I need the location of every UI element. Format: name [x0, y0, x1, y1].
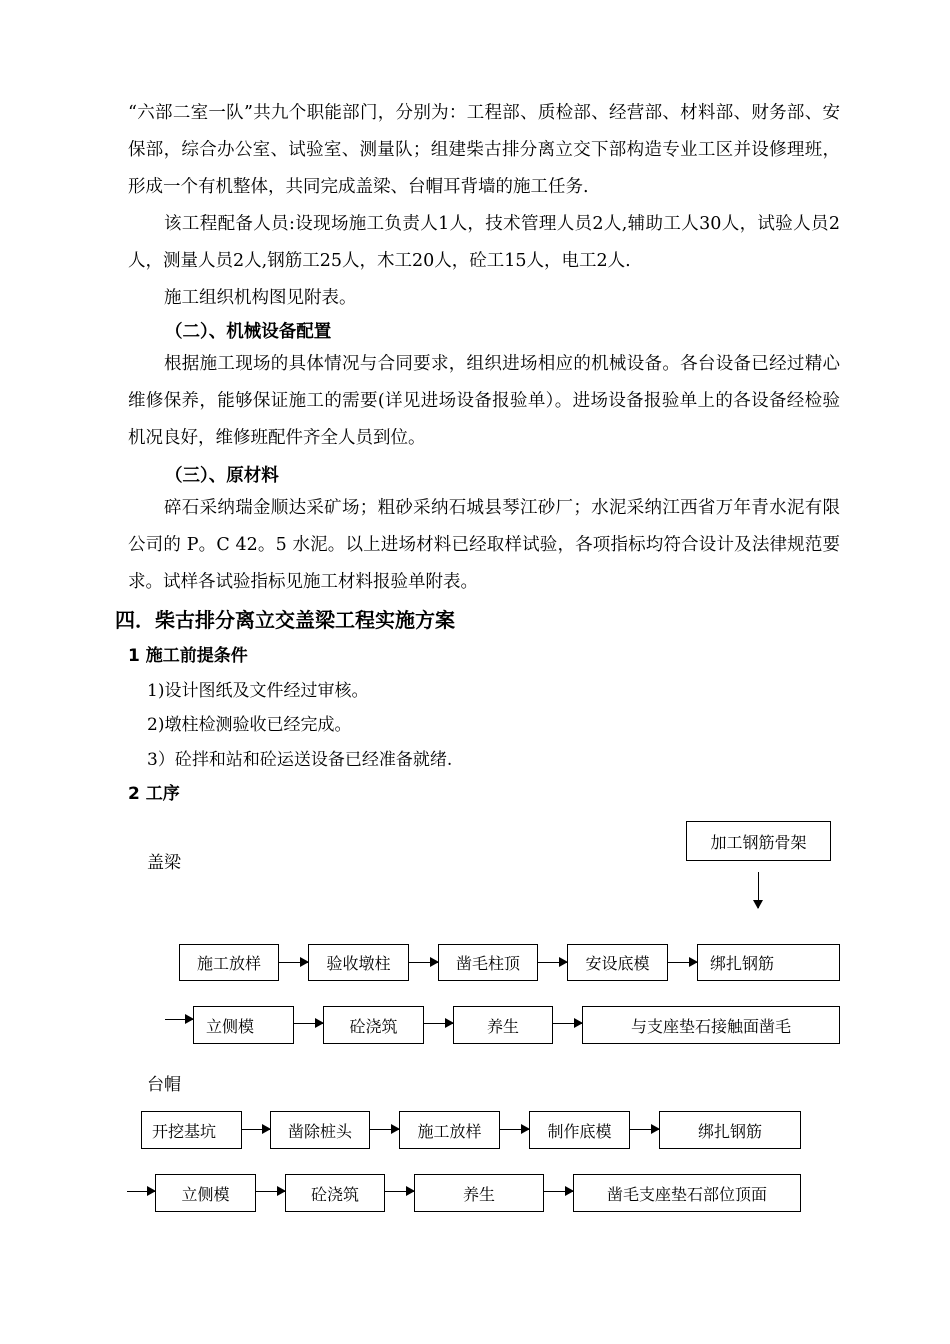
arrow-right-icon: [385, 1191, 414, 1192]
flow-box-g7: 砼浇筑: [323, 1006, 424, 1044]
arrow-right-icon: [294, 1023, 323, 1024]
flow-box-t3: 施工放样: [399, 1111, 500, 1149]
org-paragraph-1: “六部二室一队”共九个职能部门，分别为：工程部、质检部、经营部、材料部、财务部、安保部，综合办公室、试验室、测量队；组建柴古排分离立交下部构造专业工区并设修理班，形成一个有机整体，共同完成盖梁、台帽耳背墙的施工任务.: [128, 103, 840, 197]
arrow-right-icon: [538, 962, 567, 963]
section4-sub1: 1 施工前提条件: [128, 646, 248, 666]
section4-sub2: 2 工序: [128, 784, 180, 804]
equipment-heading: （二）、机械设备配置: [165, 322, 332, 342]
arrow-right-icon: [127, 1191, 155, 1192]
flow-box-g6: 立侧模: [193, 1006, 294, 1044]
flow-box-g2: 验收墩柱: [308, 944, 409, 981]
arrow-right-icon: [500, 1129, 529, 1130]
arrow-right-icon: [553, 1023, 582, 1024]
flow-box-g9: 与支座垫石接触面凿毛: [582, 1006, 840, 1044]
section4-title: 四．柴古排分离立交盖梁工程实施方案: [115, 608, 455, 632]
org-paragraph-3: 施工组织机构图见附表。: [164, 288, 357, 308]
flow-box-t4: 制作底模: [529, 1111, 630, 1149]
flow-box-rebar-frame: 加工钢筋骨架: [686, 821, 831, 861]
precondition-item-3: 3）砼拌和站和砼运送设备已经准备就绪.: [147, 750, 453, 770]
flow-box-g4: 安设底模: [567, 944, 668, 981]
arrow-right-icon: [544, 1191, 573, 1192]
arrow-right-icon: [256, 1191, 285, 1192]
flow-box-t5: 绑扎钢筋: [659, 1111, 801, 1149]
gailiang-label: 盖梁: [147, 853, 181, 873]
arrow-right-icon: [370, 1129, 399, 1130]
precondition-item-2: 2)墩柱检测验收已经完成。: [147, 715, 352, 735]
flow-box-g5: 绑扎钢筋: [697, 944, 840, 981]
arrow-right-icon: [630, 1129, 659, 1130]
flow-box-t1: 开挖基坑: [141, 1111, 242, 1149]
org-paragraph-2: 该工程配备人员:设现场施工负责人1人，技术管理人员2人,辅助工人30人，试验人员2人，测量人员2人,钢筋工25人，木工20人，砼工15人，电工2人.: [128, 214, 840, 271]
arrow-right-icon: [165, 1019, 193, 1020]
arrow-right-icon: [242, 1129, 270, 1130]
materials-paragraph: 碎石采纳瑞金顺达采矿场；粗砂采纳石城县琴江砂厂；水泥采纳江西省万年青水泥有限公司的 P。C 42。5 水泥。以上进场材料已经取样试验，各项指标均符合设计及法律规范要求。试样各试验指标见施工材料报验单附表。: [128, 498, 840, 592]
precondition-item-1: 1)设计图纸及文件经过审核。: [147, 681, 369, 701]
flow-box-g3: 凿毛柱顶: [438, 944, 538, 981]
flow-box-t8: 养生: [414, 1174, 544, 1212]
equipment-paragraph: 根据施工现场的具体情况与合同要求，组织进场相应的机械设备。各台设备已经过精心维修保养，能够保证施工的需要(详见进场设备报验单）。进场设备报验单上的各设备经检验机况良好，维修班配件齐全人员到位。: [128, 354, 840, 448]
arrow-right-icon: [279, 962, 308, 963]
materials-heading: （三）、原材料: [165, 466, 279, 486]
taimao-label: 台帽: [147, 1075, 181, 1095]
arrow-right-icon: [409, 962, 438, 963]
flow-box-g8: 养生: [453, 1006, 553, 1044]
flow-box-t6: 立侧模: [155, 1174, 256, 1212]
arrow-down-icon: [758, 872, 759, 908]
flow-box-g1: 施工放样: [179, 944, 279, 981]
arrow-right-icon: [668, 962, 697, 963]
flow-box-t7: 砼浇筑: [285, 1174, 385, 1212]
flow-box-t9: 凿毛支座垫石部位顶面: [573, 1174, 801, 1212]
flow-box-t2: 凿除桩头: [270, 1111, 370, 1149]
arrow-right-icon: [424, 1023, 453, 1024]
